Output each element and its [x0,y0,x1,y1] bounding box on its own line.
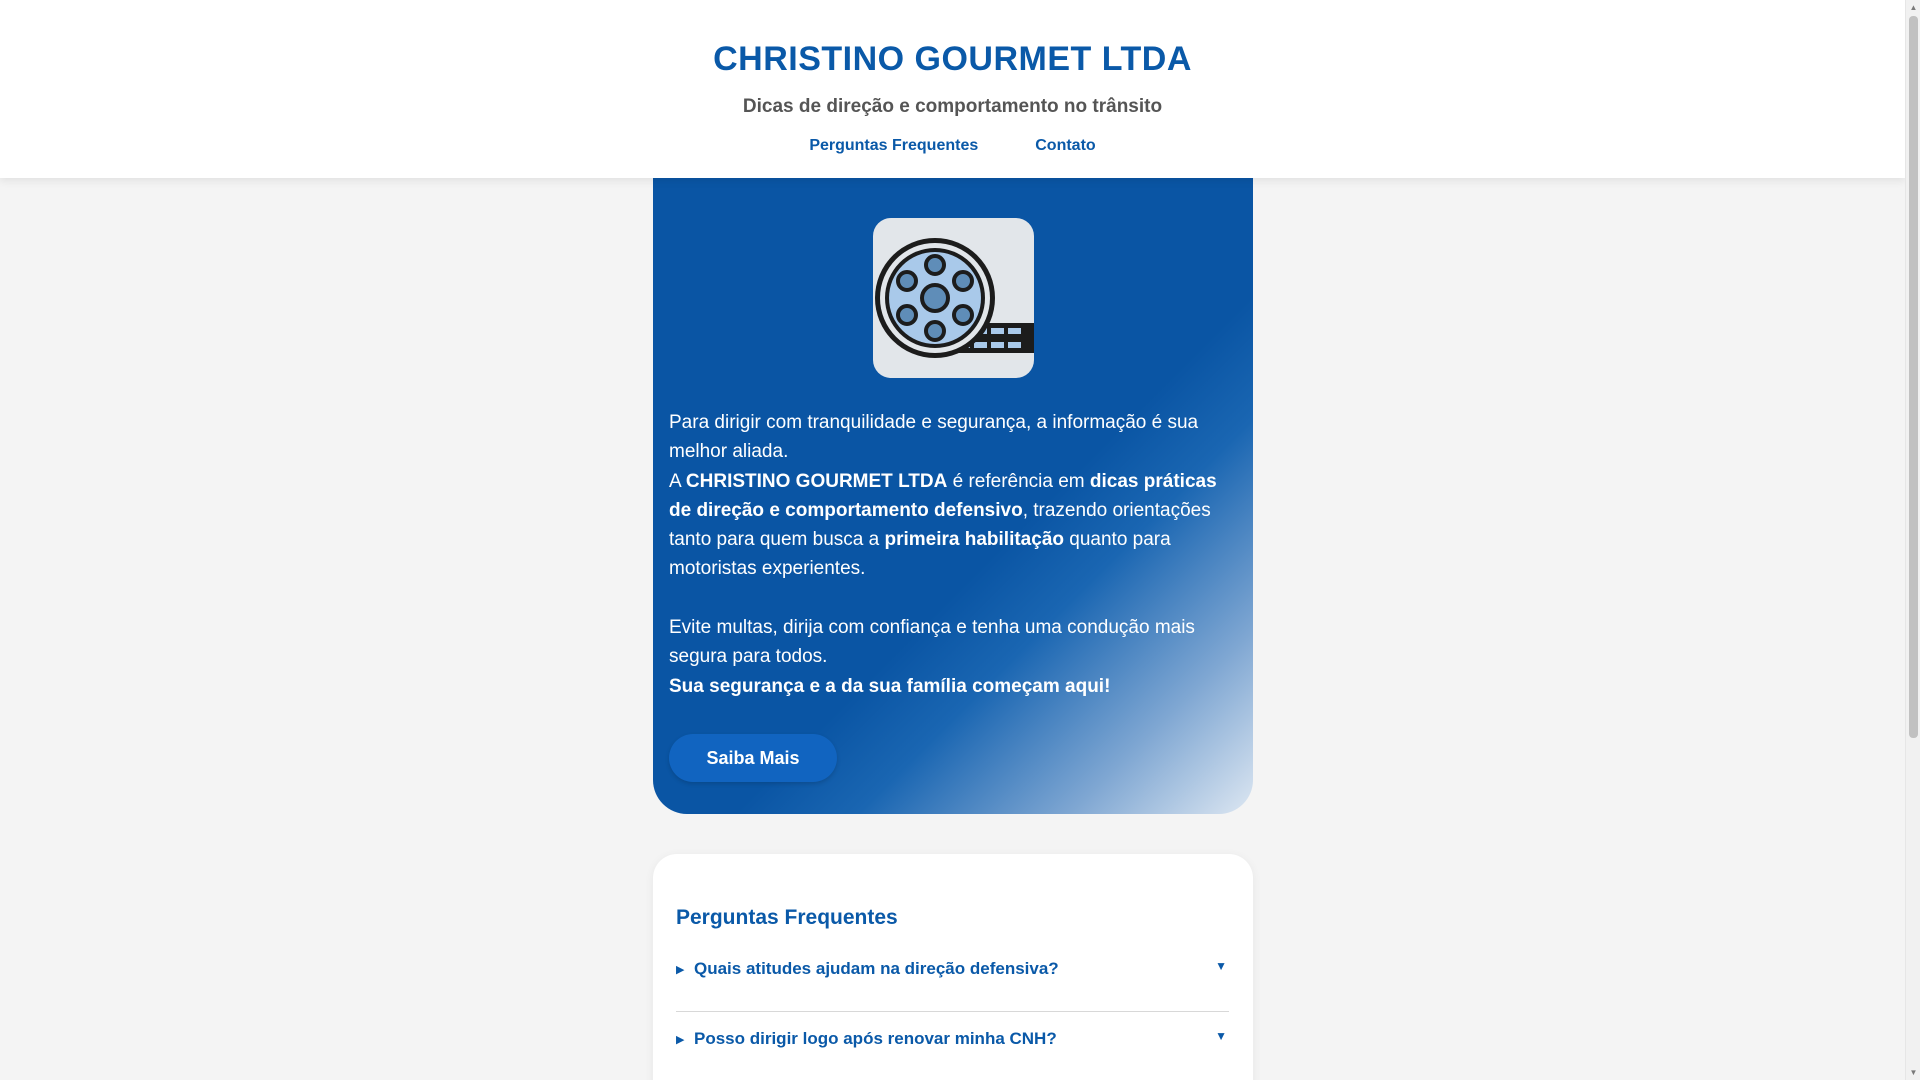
faq-section [653,854,1253,1080]
chevron-down-icon: ▼ [1215,1029,1227,1043]
chevron-down-icon: ▼ [1215,959,1227,973]
paragraph-gap [669,584,1239,613]
faq-item[interactable] [676,942,1229,1012]
hero-text [669,408,1239,701]
site-subtitle: Dicas de direção e comportamento no trânsito [742,96,1163,117]
hero-text-segment: quanto para motoristas experientes. [669,529,1171,580]
hero-closing-text: Evite multas, dirija com confiança e tenha uma condução mais segura para todos. [669,617,1195,668]
hero-tagline-text: Sua segurança e a da sua família começam aqui! [669,675,1111,697]
hero-text-segment: é referência em [947,470,1090,492]
scrollbar-thumb[interactable] [1909,16,1918,738]
hero-highlight: dicas práticas de direção e comportamento defensivo [669,470,1217,521]
site-header [0,0,1905,178]
hero-intro-text: Para dirigir com tranquilidade e segurança, a informação é sua melhor aliada. [669,412,1199,463]
hero-text-segment: A [669,470,686,492]
vertical-scrollbar[interactable] [1905,0,1920,1080]
main-nav [0,137,1905,155]
disclosure-triangle-icon: ▶ [676,964,685,976]
nav-link-faq[interactable]: Perguntas Frequentes [809,137,979,154]
film-reel-icon [873,218,1034,378]
site-title: CHRISTINO GOURMET LTDA [713,40,1192,78]
faq-question: Quais atitudes ajudam na direção defensiva? [694,959,1059,978]
hero-section [653,178,1253,814]
hero-highlight: primeira habilitação [884,529,1064,551]
scroll-up-arrow-icon[interactable]: ▲ [1909,3,1918,12]
saiba-mais-button[interactable]: Saiba Mais [669,734,837,782]
hero-company-name: CHRISTINO GOURMET LTDA [685,470,948,492]
nav-link-contato[interactable]: Contato [1035,137,1096,154]
faq-question: Posso dirigir logo após renovar minha CNH? [694,1029,1057,1048]
hero-tagline [669,672,1239,701]
disclosure-triangle-icon: ▶ [676,1034,685,1046]
faq-item[interactable] [676,1012,1229,1080]
hero-body-text [669,467,1239,584]
hero-text-segment: , trazendo orientações tanto para quem busca a [669,499,1211,551]
faq-title: Perguntas Frequentes [676,906,898,929]
scroll-down-arrow-icon[interactable]: ▼ [1909,1068,1918,1077]
